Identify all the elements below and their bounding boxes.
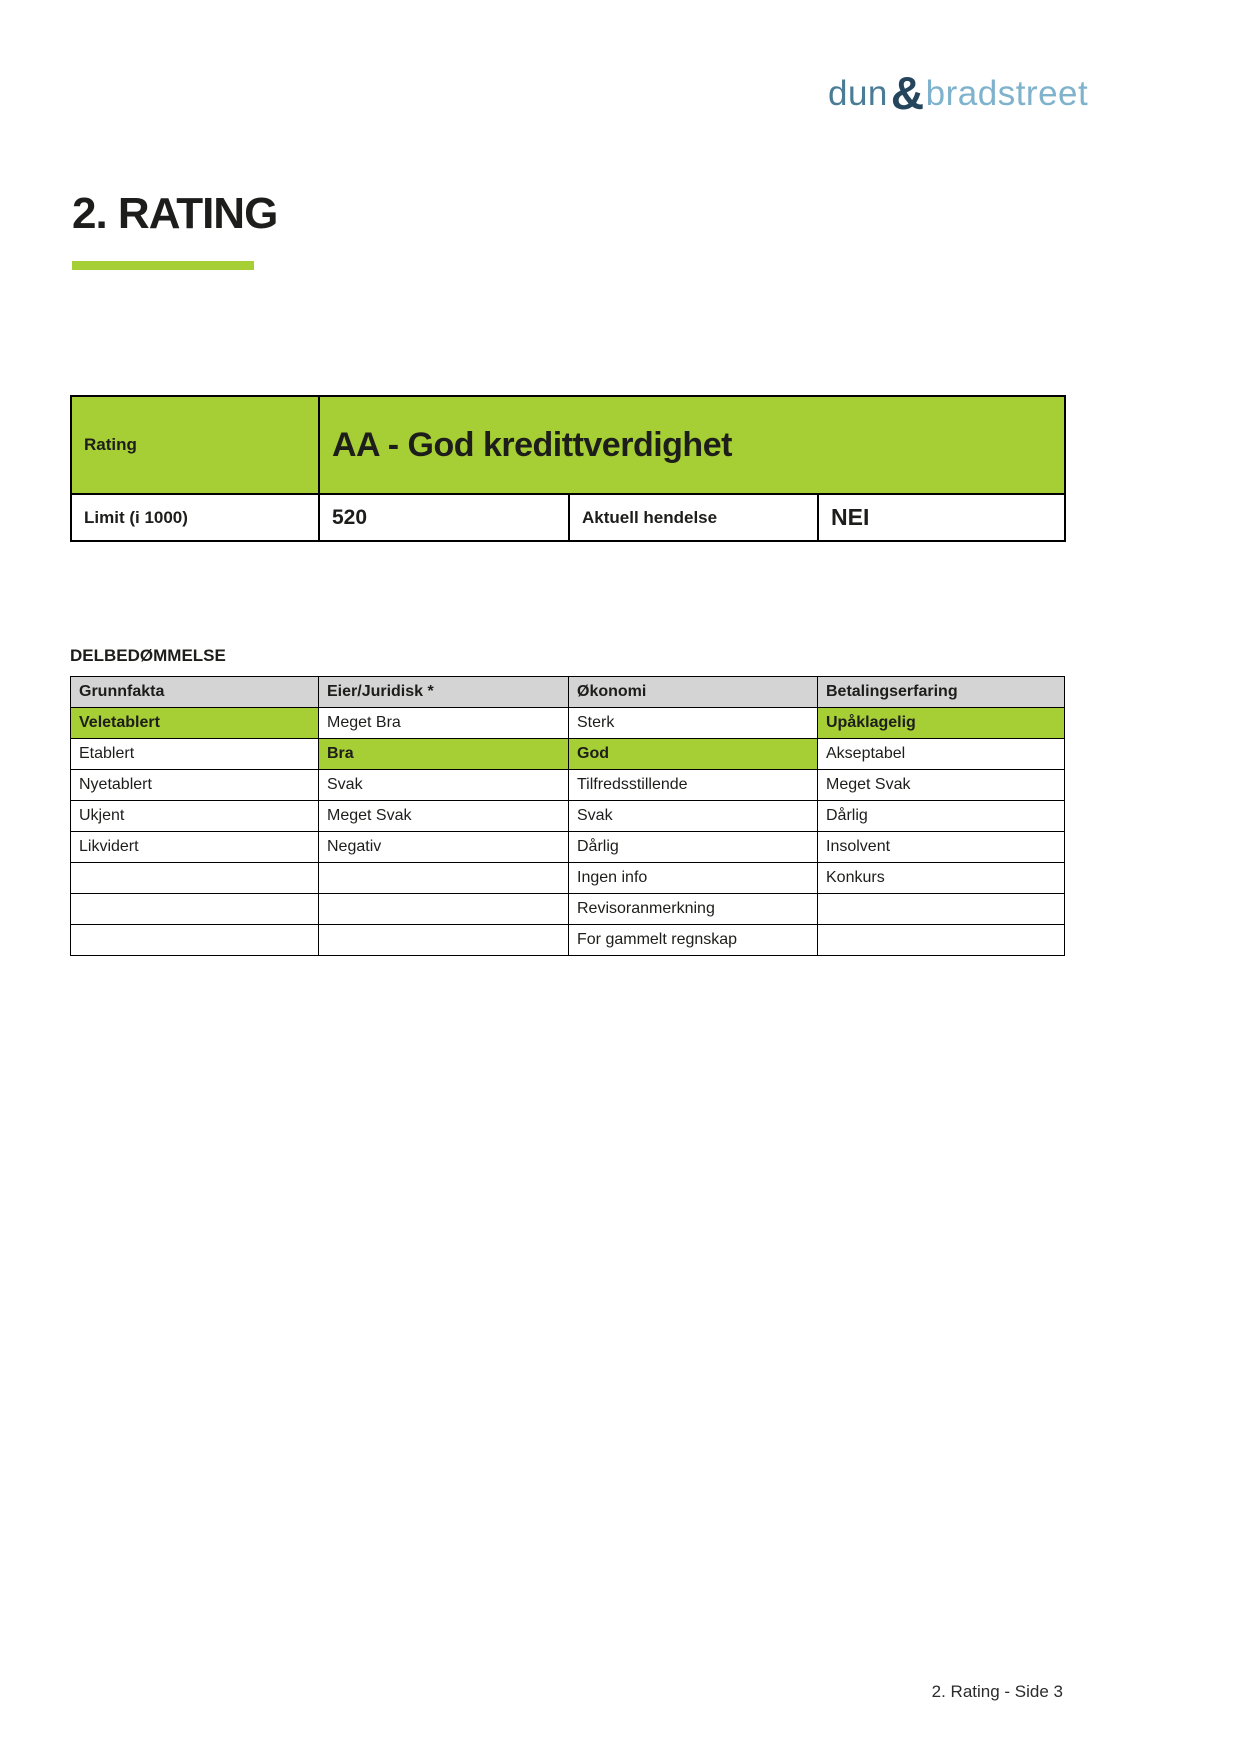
table-cell: Akseptabel <box>818 739 1065 770</box>
table-cell: Ingen info <box>569 863 818 894</box>
table-cell-empty <box>818 894 1065 925</box>
table-cell: Svak <box>319 770 569 801</box>
column-header-eier-juridisk: Eier/Juridisk * <box>319 677 569 708</box>
table-cell: Etablert <box>71 739 319 770</box>
table-cell-selected: Veletablert <box>71 708 319 739</box>
table-row <box>71 801 1065 832</box>
table-row <box>71 708 1065 739</box>
rating-row <box>71 396 1065 494</box>
limit-value: 520 <box>319 494 569 541</box>
delbedommelse-section-title: DELBEDØMMELSE <box>70 646 226 665</box>
table-cell: Insolvent <box>818 832 1065 863</box>
footer-page-label: 2. Rating - Side 3 <box>931 1682 1063 1701</box>
table-cell: Likvidert <box>71 832 319 863</box>
table-cell: Svak <box>569 801 818 832</box>
heading-underline-accent <box>72 261 254 270</box>
table-cell: Konkurs <box>818 863 1065 894</box>
table-cell-empty <box>319 894 569 925</box>
table-cell: Ukjent <box>71 801 319 832</box>
table-header-row <box>71 677 1065 708</box>
table-cell-selected: Upåklagelig <box>818 708 1065 739</box>
table-row <box>71 894 1065 925</box>
table-cell-empty <box>71 863 319 894</box>
limit-label: Limit (i 1000) <box>71 494 319 541</box>
page-title: 2. RATING <box>72 189 278 238</box>
table-cell-empty <box>319 863 569 894</box>
table-cell-selected: God <box>569 739 818 770</box>
logo-text-dun: dun <box>828 74 888 113</box>
current-event-value: NEI <box>818 494 1065 541</box>
table-row <box>71 925 1065 956</box>
table-cell: Negativ <box>319 832 569 863</box>
table-cell-empty <box>319 925 569 956</box>
logo-ampersand-icon: & <box>890 67 925 119</box>
current-event-label: Aktuell hendelse <box>569 494 818 541</box>
table-cell: Dårlig <box>569 832 818 863</box>
table-row <box>71 832 1065 863</box>
table-row <box>71 770 1065 801</box>
table-cell-selected: Bra <box>319 739 569 770</box>
dun-bradstreet-logo <box>828 62 1089 119</box>
table-cell: Tilfredsstillende <box>569 770 818 801</box>
table-row <box>71 739 1065 770</box>
delbedommelse-table <box>70 676 1065 956</box>
table-cell-empty <box>818 925 1065 956</box>
table-cell: Meget Svak <box>319 801 569 832</box>
table-row <box>71 863 1065 894</box>
column-header-okonomi: Økonomi <box>569 677 818 708</box>
column-header-grunnfakta: Grunnfakta <box>71 677 319 708</box>
table-cell: Revisoranmerkning <box>569 894 818 925</box>
table-cell: Dårlig <box>818 801 1065 832</box>
table-cell: Meget Svak <box>818 770 1065 801</box>
rating-summary-table <box>70 395 1066 542</box>
table-cell: Meget Bra <box>319 708 569 739</box>
table-cell: For gammelt regnskap <box>569 925 818 956</box>
rating-value: AA - God kredittverdighet <box>319 396 1065 494</box>
table-cell-empty <box>71 925 319 956</box>
limit-row <box>71 494 1065 541</box>
logo-text-bradstreet: bradstreet <box>925 74 1089 113</box>
table-cell-empty <box>71 894 319 925</box>
column-header-betalingserfaring: Betalingserfaring <box>818 677 1065 708</box>
table-cell: Nyetablert <box>71 770 319 801</box>
rating-label: Rating <box>71 396 319 494</box>
table-cell: Sterk <box>569 708 818 739</box>
